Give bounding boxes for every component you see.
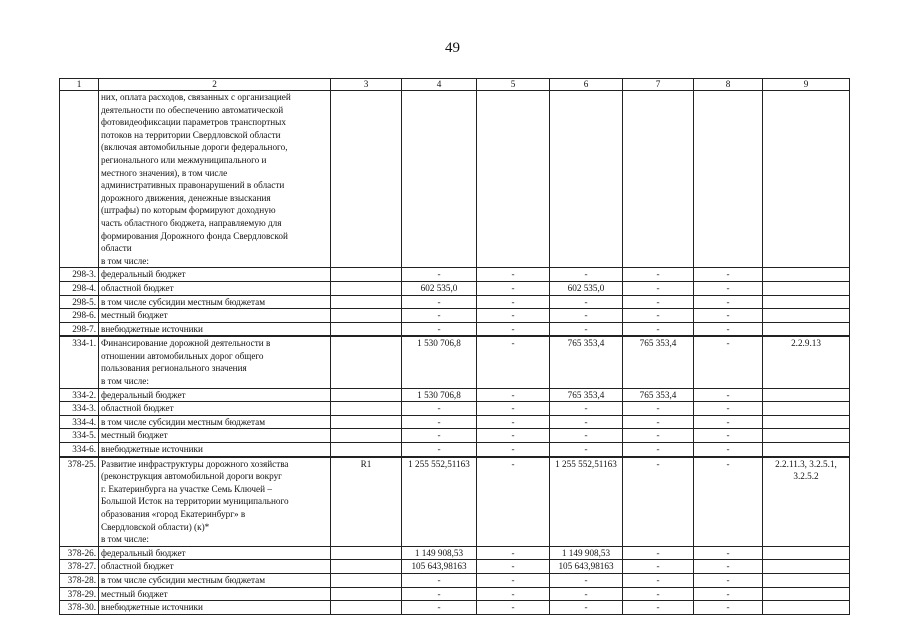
cell-col-5: - — [477, 295, 550, 309]
table-row — [60, 457, 850, 547]
description-line: Развитие инфраструктуры дорожного хозяйства — [101, 458, 289, 469]
cell-col-8: - — [694, 429, 763, 443]
row-description — [99, 601, 331, 615]
header-row — [60, 79, 850, 91]
cell-col-9 — [763, 560, 850, 574]
cell-col-3 — [331, 546, 402, 560]
cell-col-9 — [763, 281, 850, 295]
cell-col-3 — [331, 402, 402, 416]
description-line: Финансирование дорожной деятельности в — [101, 338, 271, 349]
cell-col-8: - — [694, 457, 763, 547]
row-description — [99, 388, 331, 402]
table-row — [60, 295, 850, 309]
cell-col-4: 1 530 706,8 — [402, 336, 477, 388]
cell-col-6: 765 353,4 — [550, 388, 623, 402]
cell-col-7: - — [623, 443, 694, 457]
description-line: деятельности по обеспечению автоматической — [101, 104, 284, 115]
description-line: местный бюджет — [101, 588, 168, 599]
cell-col-9 — [763, 322, 850, 336]
cell-col-6: 1 149 908,53 — [550, 546, 623, 560]
description-line: в том числе субсидии местным бюджетам — [101, 574, 266, 585]
row-description — [99, 429, 331, 443]
cell-col-8: - — [694, 281, 763, 295]
cell-col-9 — [763, 402, 850, 416]
row-description — [99, 402, 331, 416]
row-description — [99, 587, 331, 601]
cell-col-5: - — [477, 546, 550, 560]
table-row — [60, 336, 850, 388]
cell-col-8: - — [694, 546, 763, 560]
table-row — [60, 443, 850, 457]
description-line: внебюджетные источники — [101, 444, 203, 455]
description-line: (реконструкция автомобильной дороги вокруг — [101, 471, 282, 482]
description-line: в том числе: — [101, 376, 149, 387]
description-line: формирования Дорожного фонда Свердловской — [101, 230, 288, 241]
column-header-4: 4 — [402, 79, 477, 91]
row-number: 378-26. — [60, 546, 99, 560]
cell-col-9 — [763, 415, 850, 429]
description-line: местный бюджет — [101, 430, 168, 441]
row-number: 378-28. — [60, 573, 99, 587]
description-line: них, оплата расходов, связанных с организацией — [101, 92, 291, 102]
description-line: в том числе субсидии местным бюджетам — [101, 416, 266, 427]
column-header-7: 7 — [623, 79, 694, 91]
cell-col-7: - — [623, 322, 694, 336]
cell-col-3 — [331, 309, 402, 323]
description-line: областной бюджет — [101, 282, 174, 293]
description-line: потоков на территории Свердловской области — [101, 129, 281, 140]
cell-col-9 — [763, 429, 850, 443]
cell-col-3: R1 — [331, 457, 402, 547]
cell-col-5: - — [477, 322, 550, 336]
table-row — [60, 429, 850, 443]
cell-col-4: - — [402, 573, 477, 587]
row-number: 378-29. — [60, 587, 99, 601]
cell-col-4: - — [402, 322, 477, 336]
row-description — [99, 281, 331, 295]
description-line: пользования регионального значения — [101, 363, 247, 374]
row-number: 298-7. — [60, 322, 99, 336]
table-row — [60, 601, 850, 615]
cell-col-7: - — [623, 429, 694, 443]
description-line: федеральный бюджет — [101, 269, 186, 280]
row-number: 334-6. — [60, 443, 99, 457]
description-line: административных правонарушений в области — [101, 180, 285, 191]
cell-col-5: - — [477, 309, 550, 323]
description-line: областной бюджет — [101, 561, 174, 572]
row-number: 334-5. — [60, 429, 99, 443]
cell-col-8: - — [694, 322, 763, 336]
description-line: в том числе: — [101, 255, 149, 266]
cell-col-9 — [763, 91, 850, 268]
cell-col-8 — [694, 91, 763, 268]
table-row — [60, 309, 850, 323]
cell-col-3 — [331, 587, 402, 601]
column-header-8: 8 — [694, 79, 763, 91]
row-number: 298-5. — [60, 295, 99, 309]
cell-col-9 — [763, 601, 850, 615]
row-description — [99, 457, 331, 547]
cell-col-8: - — [694, 601, 763, 615]
cell-col-6: - — [550, 429, 623, 443]
cell-col-3 — [331, 322, 402, 336]
cell-col-3 — [331, 388, 402, 402]
table-body — [60, 91, 850, 615]
cell-col-5: - — [477, 336, 550, 388]
cell-col-4: 1 255 552,51163 — [402, 457, 477, 547]
cell-col-8: - — [694, 309, 763, 323]
row-description — [99, 546, 331, 560]
cell-col-7: - — [623, 415, 694, 429]
cell-col-9 — [763, 546, 850, 560]
cell-col-7: - — [623, 601, 694, 615]
cell-col-6 — [550, 91, 623, 268]
cell-col-3 — [331, 415, 402, 429]
table-row — [60, 91, 850, 268]
cell-col-6: - — [550, 573, 623, 587]
table-row — [60, 402, 850, 416]
cell-col-4: - — [402, 295, 477, 309]
column-header-3: 3 — [331, 79, 402, 91]
cell-col-7: - — [623, 295, 694, 309]
cell-col-5: - — [477, 281, 550, 295]
cell-col-6: 105 643,98163 — [550, 560, 623, 574]
row-number: 298-4. — [60, 281, 99, 295]
row-number: 334-4. — [60, 415, 99, 429]
cell-col-5: - — [477, 443, 550, 457]
cell-col-6: 765 353,4 — [550, 336, 623, 388]
cell-col-6: 1 255 552,51163 — [550, 457, 623, 547]
cell-col-5: - — [477, 573, 550, 587]
table-row — [60, 560, 850, 574]
row-description — [99, 322, 331, 336]
cell-col-6: - — [550, 587, 623, 601]
row-description — [99, 309, 331, 323]
cell-col-7: - — [623, 587, 694, 601]
cell-col-8: - — [694, 573, 763, 587]
cell-col-4: - — [402, 402, 477, 416]
cell-col-8: - — [694, 336, 763, 388]
table-row — [60, 322, 850, 336]
cell-col-3 — [331, 336, 402, 388]
column-header-5: 5 — [477, 79, 550, 91]
cell-col-4: 1 149 908,53 — [402, 546, 477, 560]
cell-col-9 — [763, 295, 850, 309]
row-description — [99, 443, 331, 457]
cell-col-7 — [623, 91, 694, 268]
column-header-2: 2 — [99, 79, 331, 91]
cell-col-5: - — [477, 429, 550, 443]
cell-col-6: - — [550, 402, 623, 416]
cell-col-3 — [331, 268, 402, 282]
cell-col-5: - — [477, 601, 550, 615]
cell-col-7: 765 353,4 — [623, 336, 694, 388]
cell-col-3 — [331, 295, 402, 309]
cell-col-9 — [763, 443, 850, 457]
cell-col-5: - — [477, 388, 550, 402]
cell-col-6: - — [550, 443, 623, 457]
cell-col-8: - — [694, 295, 763, 309]
row-number: 334-3. — [60, 402, 99, 416]
cell-col-9 — [763, 587, 850, 601]
cell-col-8: - — [694, 268, 763, 282]
description-line: областной бюджет — [101, 403, 174, 414]
description-line: регионального или межмуниципального и — [101, 154, 267, 165]
description-line: местного значения), в том числе — [101, 167, 228, 178]
cell-col-8: - — [694, 560, 763, 574]
description-line: дорожного движения, денежные взыскания — [101, 192, 271, 203]
row-number: 378-30. — [60, 601, 99, 615]
cell-col-7: - — [623, 573, 694, 587]
cell-col-6: - — [550, 309, 623, 323]
cell-col-5: - — [477, 402, 550, 416]
description-line: внебюджетные источники — [101, 323, 203, 334]
cell-col-4 — [402, 91, 477, 268]
cell-col-5: - — [477, 587, 550, 601]
cell-col-8: - — [694, 402, 763, 416]
cell-col-4: 105 643,98163 — [402, 560, 477, 574]
cell-col-3 — [331, 281, 402, 295]
description-line: в том числе: — [101, 534, 149, 545]
cell-col-8: - — [694, 587, 763, 601]
cell-col-7: - — [623, 309, 694, 323]
description-line: федеральный бюджет — [101, 547, 186, 558]
table-row — [60, 415, 850, 429]
cell-col-8: - — [694, 388, 763, 402]
cell-col-4: - — [402, 443, 477, 457]
cell-col-3 — [331, 573, 402, 587]
description-line: Большой Исток на территории муниципального — [101, 496, 289, 507]
description-line: Свердловской области) (к)* — [101, 521, 210, 532]
cell-col-6: - — [550, 295, 623, 309]
table-row — [60, 573, 850, 587]
cell-col-4: 1 530 706,8 — [402, 388, 477, 402]
cell-col-7: - — [623, 457, 694, 547]
description-line: (включая автомобильные дороги федерального, — [101, 142, 288, 153]
cell-col-4: - — [402, 429, 477, 443]
cell-col-3 — [331, 429, 402, 443]
row-number: 298-3. — [60, 268, 99, 282]
cell-col-9: 2.2.11.3, 3.2.5.1, 3.2.5.2 — [763, 457, 850, 547]
row-description — [99, 91, 331, 268]
row-description — [99, 295, 331, 309]
description-line: местный бюджет — [101, 310, 168, 321]
cell-col-4: - — [402, 309, 477, 323]
row-number — [60, 91, 99, 268]
table-row — [60, 546, 850, 560]
row-number: 334-1. — [60, 336, 99, 388]
cell-col-6: - — [550, 322, 623, 336]
cell-col-7: - — [623, 560, 694, 574]
cell-col-3 — [331, 91, 402, 268]
cell-col-4: - — [402, 601, 477, 615]
description-line: г. Екатеринбурга на участке Семь Ключей – — [101, 483, 272, 494]
row-number: 378-25. — [60, 457, 99, 547]
cell-col-8: - — [694, 443, 763, 457]
row-description — [99, 268, 331, 282]
cell-col-3 — [331, 601, 402, 615]
column-header-1: 1 — [60, 79, 99, 91]
cell-col-6: 602 535,0 — [550, 281, 623, 295]
cell-col-7: - — [623, 402, 694, 416]
row-description — [99, 573, 331, 587]
cell-col-5: - — [477, 268, 550, 282]
cell-col-7: 765 353,4 — [623, 388, 694, 402]
cell-col-4: - — [402, 415, 477, 429]
row-description — [99, 336, 331, 388]
cell-col-7: - — [623, 268, 694, 282]
table-row — [60, 388, 850, 402]
column-header-6: 6 — [550, 79, 623, 91]
cell-col-5: - — [477, 457, 550, 547]
description-line: в том числе субсидии местным бюджетам — [101, 296, 266, 307]
cell-col-9: 2.2.9.13 — [763, 336, 850, 388]
cell-col-5 — [477, 91, 550, 268]
cell-col-4: - — [402, 587, 477, 601]
cell-col-4: - — [402, 268, 477, 282]
row-description — [99, 560, 331, 574]
cell-col-6: - — [550, 601, 623, 615]
description-line: федеральный бюджет — [101, 389, 186, 400]
cell-col-9 — [763, 309, 850, 323]
cell-col-9 — [763, 388, 850, 402]
cell-col-6: - — [550, 415, 623, 429]
description-line: фотовидеофиксации параметров транспортных — [101, 117, 286, 128]
page-number: 49 — [445, 40, 460, 56]
cell-col-6: - — [550, 268, 623, 282]
cell-col-3 — [331, 443, 402, 457]
table-row — [60, 281, 850, 295]
description-line: отношении автомобильных дорог общего — [101, 350, 264, 361]
budget-table — [59, 78, 850, 615]
cell-col-5: - — [477, 415, 550, 429]
description-line: образования «город Екатеринбург» в — [101, 509, 246, 519]
cell-col-3 — [331, 560, 402, 574]
row-number: 334-2. — [60, 388, 99, 402]
description-line: часть областного бюджета, направляемую для — [101, 217, 282, 228]
cell-col-7: - — [623, 281, 694, 295]
column-header-9: 9 — [763, 79, 850, 91]
row-number: 298-6. — [60, 309, 99, 323]
cell-col-7: - — [623, 546, 694, 560]
table-row — [60, 268, 850, 282]
cell-col-9 — [763, 573, 850, 587]
cell-col-9 — [763, 268, 850, 282]
cell-col-5: - — [477, 560, 550, 574]
description-line: внебюджетные источники — [101, 602, 203, 613]
cell-col-4: 602 535,0 — [402, 281, 477, 295]
cell-col-8: - — [694, 415, 763, 429]
row-description — [99, 415, 331, 429]
row-number: 378-27. — [60, 560, 99, 574]
description-line: (штрафы) по которым формируют доходную — [101, 205, 276, 216]
description-line: области — [101, 243, 132, 254]
table-row — [60, 587, 850, 601]
